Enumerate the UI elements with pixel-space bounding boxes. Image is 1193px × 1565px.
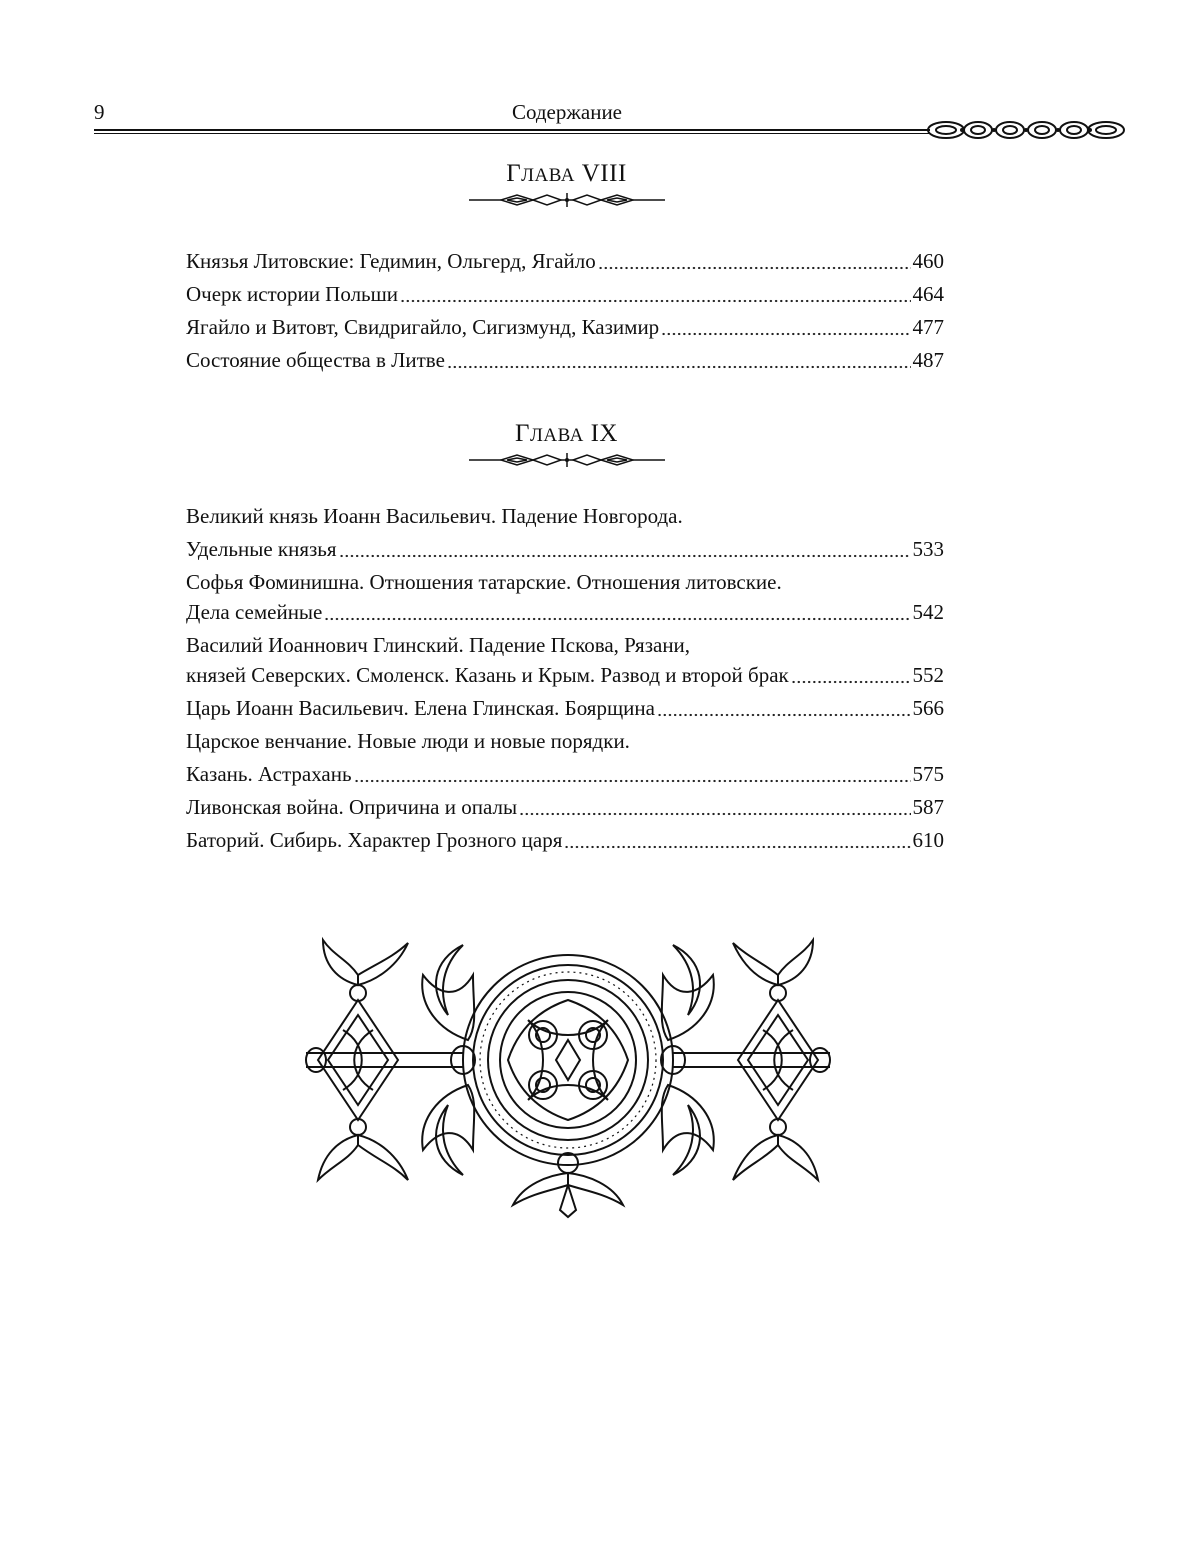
page-number: 9 [94,100,105,124]
header-rule [94,129,930,134]
chapter-8-title: ГЛАВА VIII [506,160,627,187]
toc-entry[interactable]: Царь Иоанн Васильевич. Елена Глинская. Боярщина 566 [186,693,944,723]
chapter-8-toc [186,243,944,375]
toc-entry[interactable]: Великий князь Иоанн Васильевич. Падение Новгорода. Удельные князья 533 [186,501,944,564]
toc-entry[interactable]: Баторий. Сибирь. Характер Грозного царя 610 [186,825,944,855]
toc-entry[interactable]: Софья Фоминишна. Отношения татарские. Отношения литовские. Дела семейные 542 [186,567,944,627]
chapter-divider-icon [467,452,667,468]
toc-entry[interactable]: Очерк истории Польши 464 [186,279,944,309]
toc-entry[interactable]: Князья Литовские: Гедимин, Ольгерд, Ягайло 460 [186,246,944,276]
page-ref: 487 [912,348,944,372]
page-ref: 552 [912,663,944,687]
chapter-divider-icon [467,192,667,208]
toc-entry[interactable]: Состояние общества в Литве 487 [186,345,944,375]
page-ref: 460 [912,249,944,273]
running-title: Содержание [511,100,623,124]
toc-entry[interactable]: Царское венчание. Новые люди и новые порядки. Казань. Астрахань 575 [186,726,944,789]
page-ref: 566 [912,696,944,720]
toc-entry[interactable]: Ливонская война. Опричина и опалы 587 [186,792,944,822]
chapter-8-heading [400,160,733,208]
page-ref: 610 [912,828,944,852]
page-ref: 587 [912,795,944,819]
toc-entry[interactable]: Ягайло и Витовт, Свидригайло, Сигизмунд, Казимир 477 [186,312,944,342]
running-header [94,96,1040,136]
page-ref: 464 [912,282,944,306]
celtic-ornament-icon [298,935,838,1220]
page-ref: 477 [912,315,944,339]
page-ref: 575 [912,762,944,786]
chapter-9-toc [186,501,944,855]
page-ref: 542 [912,600,944,624]
toc-entry[interactable]: Василий Иоаннович Глинский. Падение Пскова, Рязани, князей Северских. Смоленск. Казань и Крым. Развод и второй брак 552 [186,630,944,690]
header-ornament-icon [922,116,1134,144]
chapter-9-title: ГЛАВА IX [515,420,618,447]
chapter-9-heading [400,420,733,468]
page-ref: 533 [912,537,944,561]
